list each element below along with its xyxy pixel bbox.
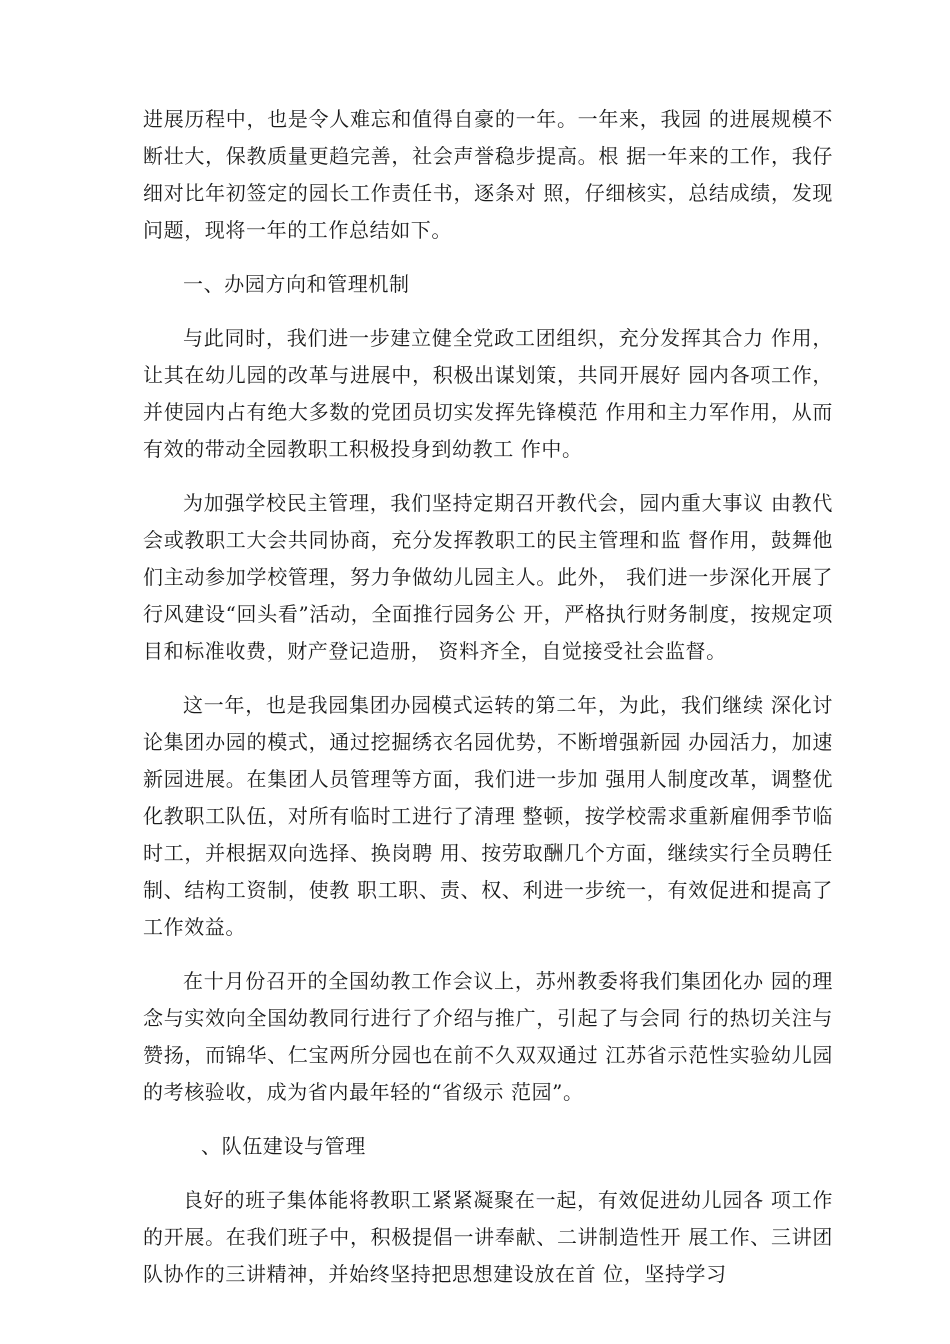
paragraph-team-building: 良好的班子集体能将教职工紧紧凝聚在一起，有效促进幼儿园各 项工作的开展。在我们班子中，积极提倡一讲奉献、二讲制造性开 展工作、三讲团队协作的三讲精神，并始终坚持把思想建设放在首 位，坚持学习 (143, 1188, 833, 1286)
paragraph-intro: 进展历程中，也是令人难忘和值得自豪的一年。一年来，我园 的进展规模不断壮大，保教质量更趋完善，社会声誉稳步提高。根 据一年来的工作，我仔细对比年初签定的园长工作责任书，逐条对 照，仔细核实，总结成绩，发现问题，现将一年的工作总结如下。 (143, 107, 833, 242)
paragraph-national-conference: 在十月份召开的全国幼教工作会议上，苏州教委将我们集团化办 园的理念与实效向全国幼教同行进行了介绍与推广，引起了与会同 行的热切关注与赞扬，而锦华、仁宝两所分园也在前不久双双通过 江苏省示范性实验幼儿园的考核验收，成为省内最年轻的“省级示 范园”。 (143, 969, 833, 1104)
paragraph-group-model: 这一年，也是我园集团办园模式运转的第二年，为此，我们继续 深化讨论集团办园的模式，通过挖掘绣衣名园优势，不断增强新园 办园活力，加速新园进展。在集团人员管理等方面，我们进一步加 强用人制度改革，调整优化教职工队伍，对所有临时工进行了清理 整顿，按学校需求重新雇佣季节临时工，并根据双向选择、换岗聘 用、按劳取酬几个方面，继续实行全员聘任制、结构工资制，使教 职工职、责、权、利进一步统一，有效促进和提高了工作效益。 (143, 693, 833, 939)
paragraph-democratic-management: 为加强学校民主管理，我们坚持定期召开教代会，园内重大事议 由教代会或教职工大会共同协商，充分发挥教职工的民主管理和监 督作用，鼓舞他们主动参加学校管理，努力争做幼儿园主人。此外， 我们进一步深化开展了行风建设“回头看”活动，全面推行园务公 开，严格执行财务制度，按规定项目和标准收费，财产登记造册， 资料齐全，自觉接受社会监督。 (143, 491, 833, 663)
paragraph-party-organization: 与此同时，我们进一步建立健全党政工团组织，充分发挥其合力 作用，让其在幼儿园的改革与进展中，积极出谋划策，共同开展好 园内各项工作，并使园内占有绝大多数的党团员切实发挥先锋模范 作用和主力军作用，从而有效的带动全园教职工积极投身到幼教工 作中。 (143, 326, 833, 461)
section-heading-1: 一、办园方向和管理机制 (183, 272, 410, 296)
document-body (143, 101, 833, 1310)
section-heading-2: 、队伍建设与管理 (201, 1134, 366, 1158)
